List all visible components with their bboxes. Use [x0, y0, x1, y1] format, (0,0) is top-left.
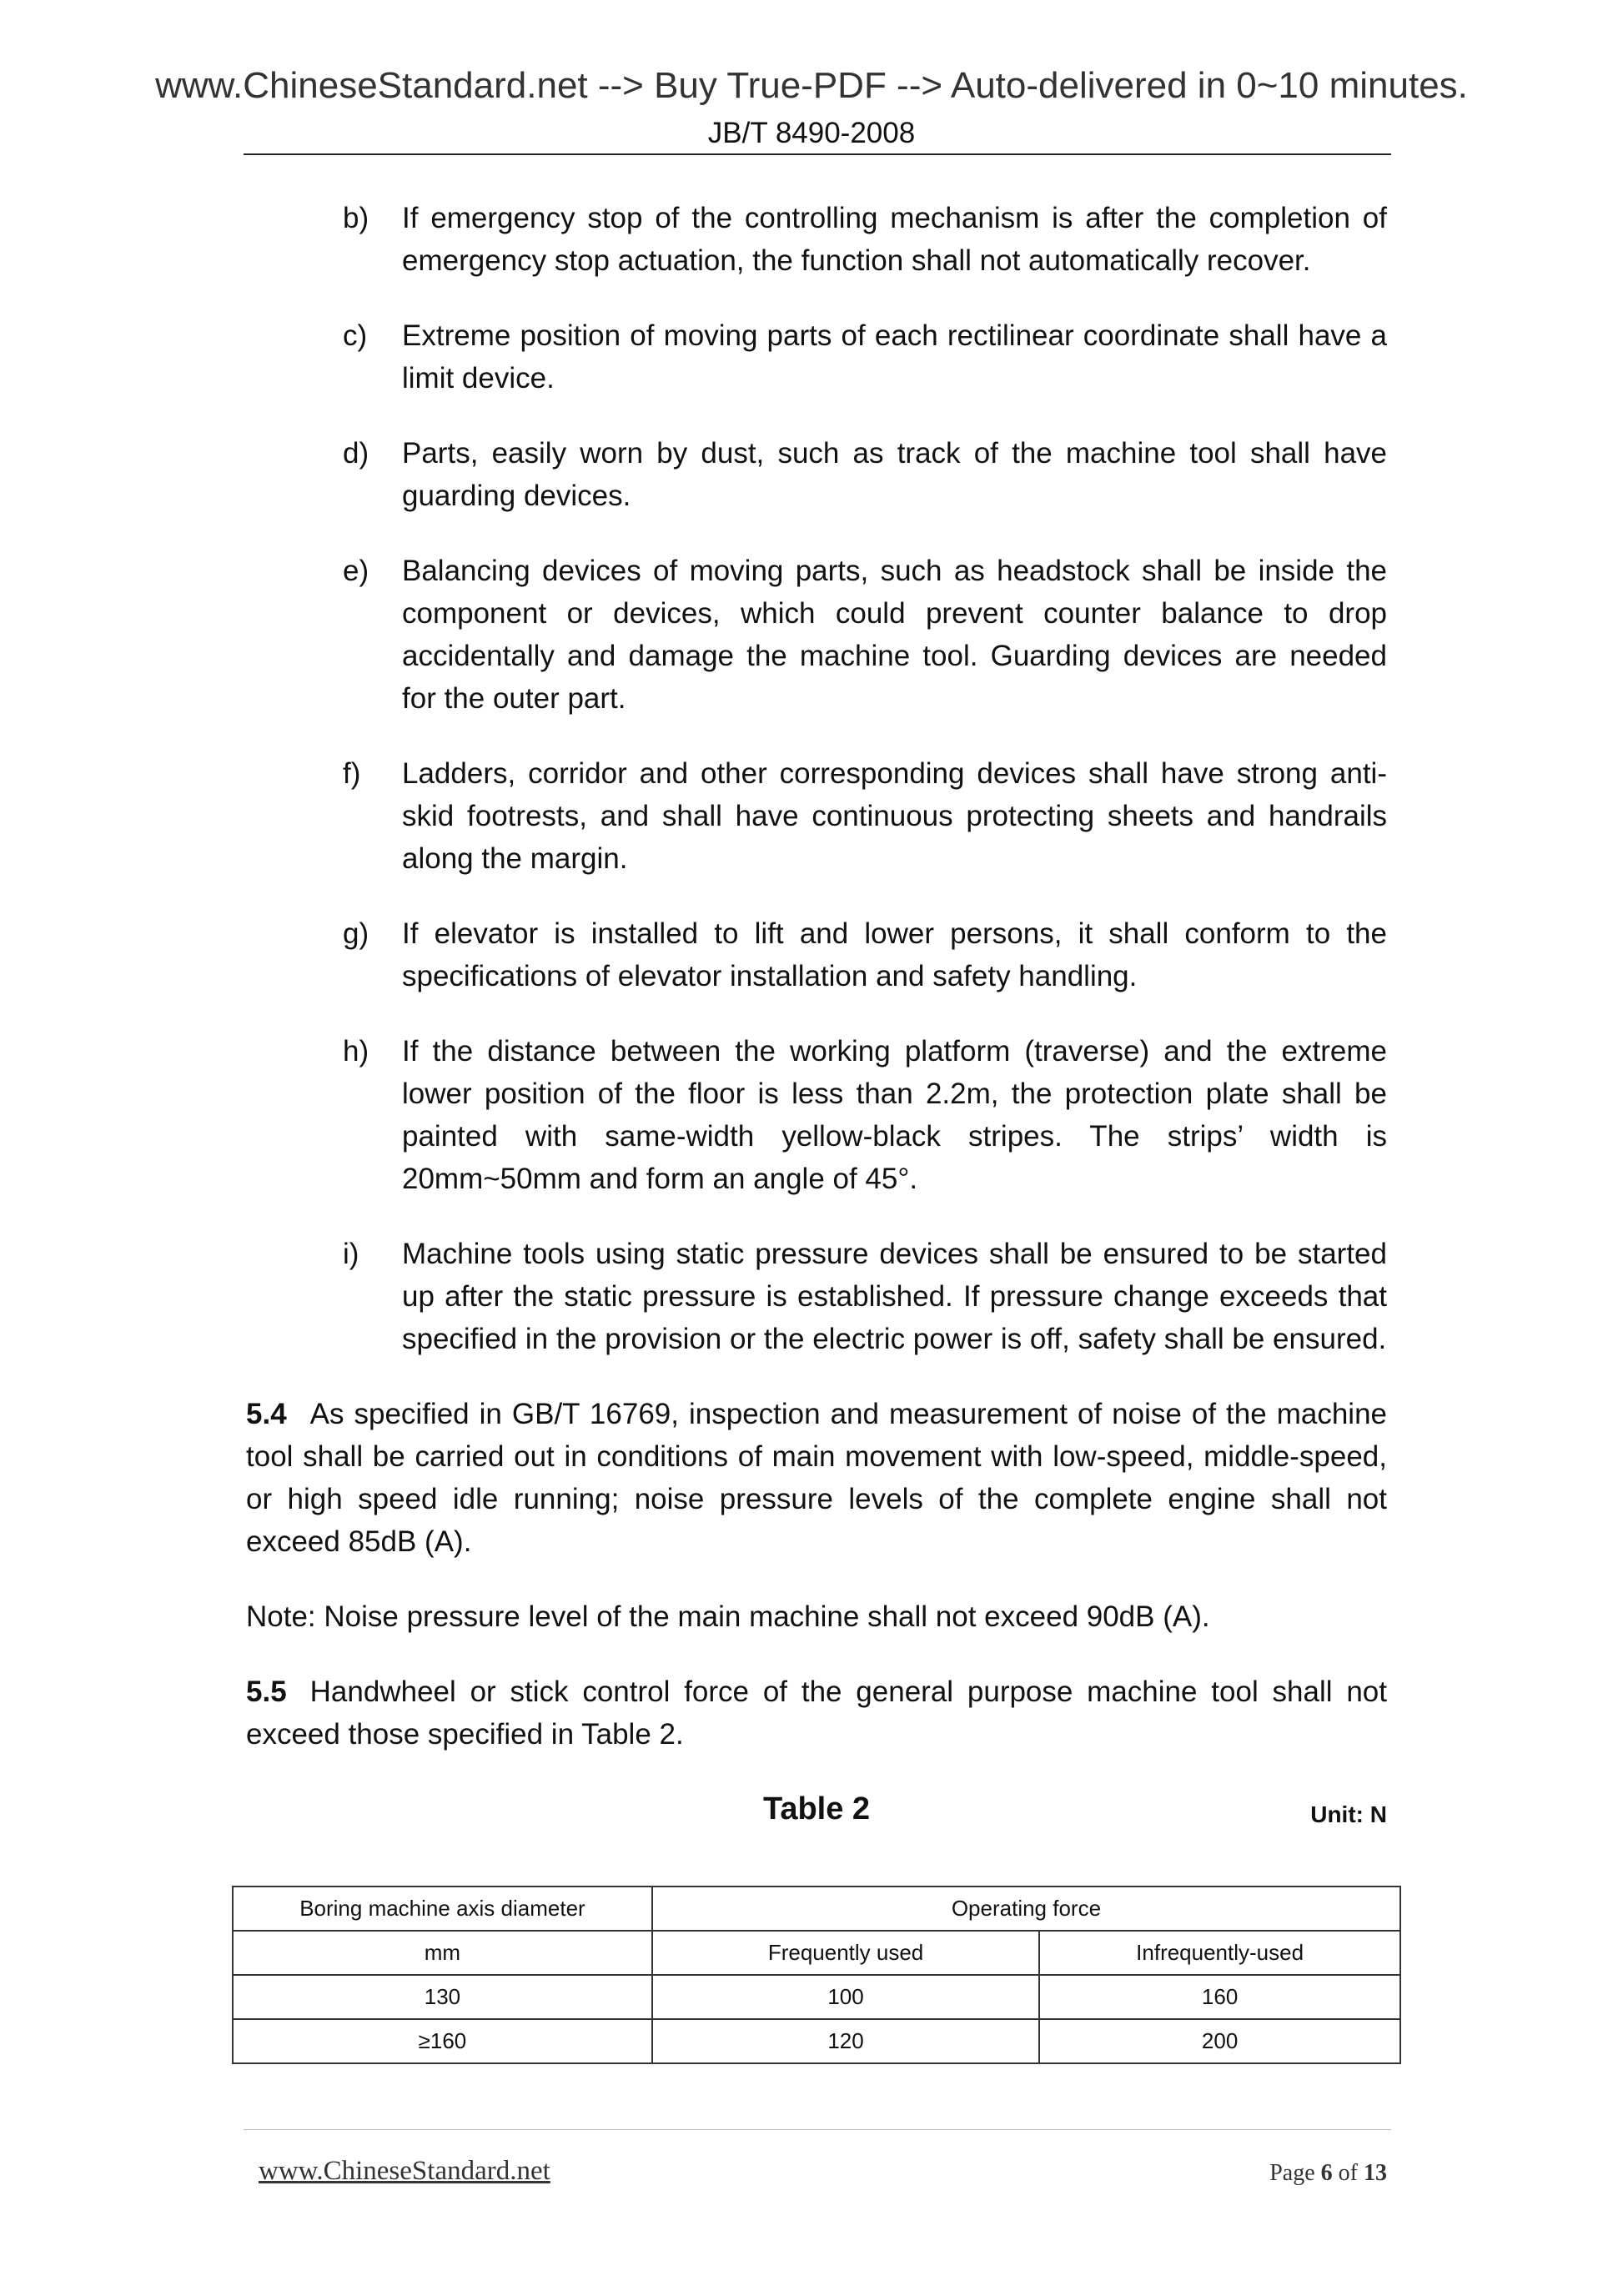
page-current: 6	[1320, 2160, 1333, 2186]
table-title: Table 2	[762, 1791, 871, 1826]
list-marker: g)	[343, 917, 369, 950]
list-item-d	[246, 432, 1387, 517]
table-row	[233, 1975, 1400, 2019]
header-infrequently-used: Infrequently-used	[1039, 1931, 1400, 1975]
page-number	[1269, 2160, 1387, 2187]
section-number: 5.5	[246, 1676, 287, 1708]
list-item-b	[246, 197, 1387, 282]
header-divider	[244, 153, 1391, 155]
cell-diameter: 130	[233, 1975, 652, 2019]
page-prefix: Page	[1269, 2160, 1315, 2186]
list-item-c	[246, 314, 1387, 399]
table-caption	[246, 1788, 1387, 1838]
list-item-f	[246, 752, 1387, 880]
header-axis-diameter: Boring machine axis diameter	[233, 1887, 652, 1931]
header-unit-mm: mm	[233, 1931, 652, 1975]
list-item-h	[246, 1030, 1387, 1200]
list-text: Parts, easily worn by dust, such as track of the machine tool shall have guarding devices.	[402, 437, 1387, 512]
list-marker: b)	[343, 202, 369, 234]
list-text: Machine tools using static pressure devices shall be ensured to be started up after the static pressure is established. If pressure change exceeds that specified in the provision or the electric power is off, safety shall be ensured.	[402, 1238, 1387, 1355]
cell-infrequent: 160	[1039, 1975, 1400, 2019]
top-banner: www.ChineseStandard.net --> Buy True-PDF --> Auto-delivered in 0~10 minutes.	[155, 65, 1468, 106]
list-marker: d)	[343, 437, 369, 470]
operating-force-table	[232, 1886, 1401, 2064]
cell-diameter: ≥160	[233, 2019, 652, 2063]
table-unit: Unit: N	[1310, 1801, 1387, 1827]
page-of: of	[1338, 2160, 1358, 2186]
section-5-4	[246, 1393, 1387, 1563]
section-number: 5.4	[246, 1398, 287, 1430]
list-item-i	[246, 1233, 1387, 1360]
cell-frequent: 100	[652, 1975, 1039, 2019]
footer-website-link[interactable]: www.ChineseStandard.net	[259, 2156, 550, 2186]
table-row	[233, 2019, 1400, 2063]
header-frequently-used: Frequently used	[652, 1931, 1039, 1975]
cell-infrequent: 200	[1039, 2019, 1400, 2063]
table-header-row	[233, 1887, 1400, 1931]
page-total: 13	[1364, 2160, 1387, 2186]
list-text: If elevator is installed to lift and lower persons, it shall conform to the specifications of elevator installation and safety handling.	[402, 917, 1387, 992]
header-operating-force: Operating force	[652, 1887, 1400, 1931]
list-item-e	[246, 550, 1387, 720]
footer-divider	[244, 2129, 1391, 2130]
note: Note: Noise pressure level of the main machine shall not exceed 90dB (A).	[246, 1600, 1210, 1633]
list-marker: i)	[343, 1238, 359, 1270]
page-content	[246, 197, 1387, 1838]
list-text: If emergency stop of the controlling mechanism is after the completion of emergency stop actuation, the function shall not automatically recover.	[402, 202, 1387, 277]
list-text: Ladders, corridor and other corresponding devices shall have strong anti-skid footrests, and shall have continuous protecting sheets and handrails along the margin.	[402, 757, 1387, 875]
list-text: Balancing devices of moving parts, such as headstock shall be inside the component or devices, which could prevent counter balance to drop accidentally and damage the machine tool. Guarding devices are needed for the outer part.	[402, 555, 1387, 715]
standard-code: JB/T 8490-2008	[707, 117, 916, 149]
list-marker: h)	[343, 1035, 369, 1068]
list-item-g	[246, 912, 1387, 997]
section-text: As specified in GB/T 16769, inspection and measurement of noise of the machine tool shall be carried out in conditions of main movement with low-speed, middle-speed, or high speed idle running; noise pressure levels of the complete engine shall not exceed 85dB (A).	[246, 1398, 1387, 1558]
cell-frequent: 120	[652, 2019, 1039, 2063]
list-marker: f)	[343, 757, 361, 790]
list-marker: e)	[343, 555, 369, 587]
section-5-5	[246, 1671, 1387, 1756]
list-text: Extreme position of moving parts of each rectilinear coordinate shall have a limit device.	[402, 319, 1387, 394]
list-text: If the distance between the working platform (traverse) and the extreme lower position of the floor is less than 2.2m, the protection plate shall be painted with same-width yellow-black stripes. The strips’ width is 20mm~50mm and form an angle of 45°.	[402, 1035, 1387, 1195]
section-text: Handwheel or stick control force of the general purpose machine tool shall not exceed those specified in Table 2.	[246, 1676, 1387, 1751]
table-subheader-row	[233, 1931, 1400, 1975]
list-marker: c)	[343, 319, 368, 352]
